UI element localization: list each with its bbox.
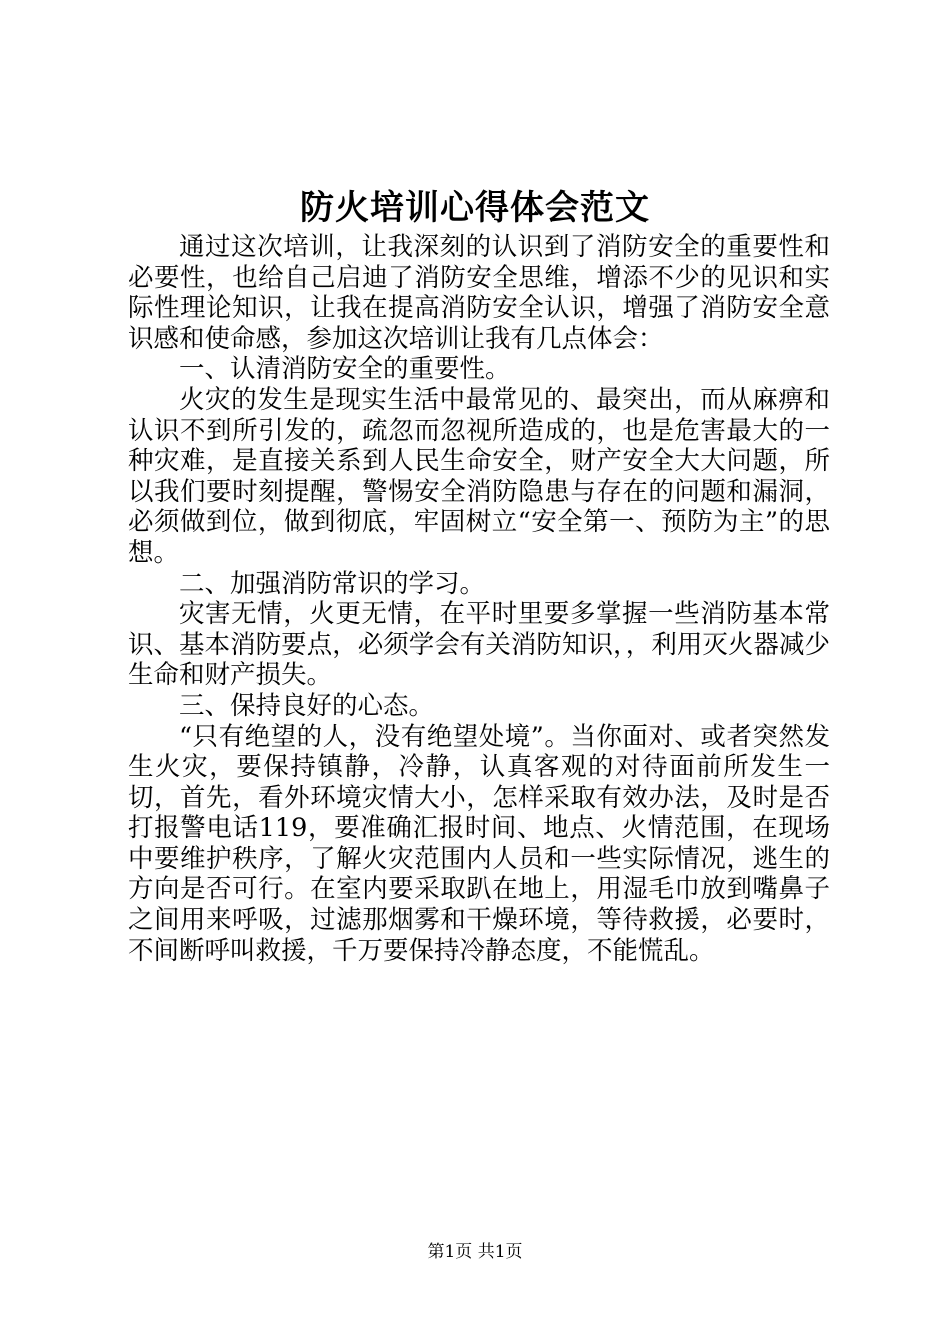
section-paragraph-1: 火灾的发生是现实生活中最常见的、最突出，而从麻痹和认识不到所引发的，疏忽而忽视所造成的，也是危害最大的一种灾难，是直接关系到人民生命安全，财产安全大大问题，所以我们要时刻提醒，警惕安全消防隐患与存在的问题和漏洞，必须做到位，做到彻底，牢固树立“安全第一、预防为主”的思想。 xyxy=(128,384,830,568)
document-title: 防火培训心得体会范文 xyxy=(300,188,650,228)
section-paragraph-2: 灾害无情，火更无情，在平时里要多掌握一些消防基本常识、基本消防要点，必须学会有关消防知识，，利用灭火器减少生命和财产损失。 xyxy=(128,599,830,691)
section-heading-3: 三、保持良好的心态。 xyxy=(179,690,435,721)
section-heading-2: 二、加强消防常识的学习。 xyxy=(179,568,486,599)
intro-paragraph: 通过这次培训，让我深刻的认识到了消防安全的重要性和必要性，也给自己启迪了消防安全思维，增添不少的见识和实际性理论知识，让我在提高消防安全认识，增强了消防安全意识感和使命感，参加这次培训让我有几点体会： xyxy=(128,232,830,354)
page-footer: 第1页 共1页 xyxy=(427,1242,523,1262)
document-body xyxy=(128,232,830,966)
section-heading-1: 一、认清消防安全的重要性。 xyxy=(179,354,511,385)
section-paragraph-3: “只有绝望的人，没有绝望处境”。当你面对、或者突然发生火灾，要保持镇静，冷静，认真客观的对待面前所发生一切，首先，看外环境灾情大小，怎样采取有效办法，及时是否打报警电话119，要准确汇报时间、地点、火情范围，在现场中要维护秩序，了解火灾范围内人员和一些实际情况，逃生的方向是否可行。在室内要采取趴在地上，用湿毛巾放到嘴鼻子之间用来呼吸，过滤那烟雾和干燥环境，等待救援，必要时，不间断呼叫救援，千万要保持冷静态度，不能慌乱。 xyxy=(128,721,830,966)
